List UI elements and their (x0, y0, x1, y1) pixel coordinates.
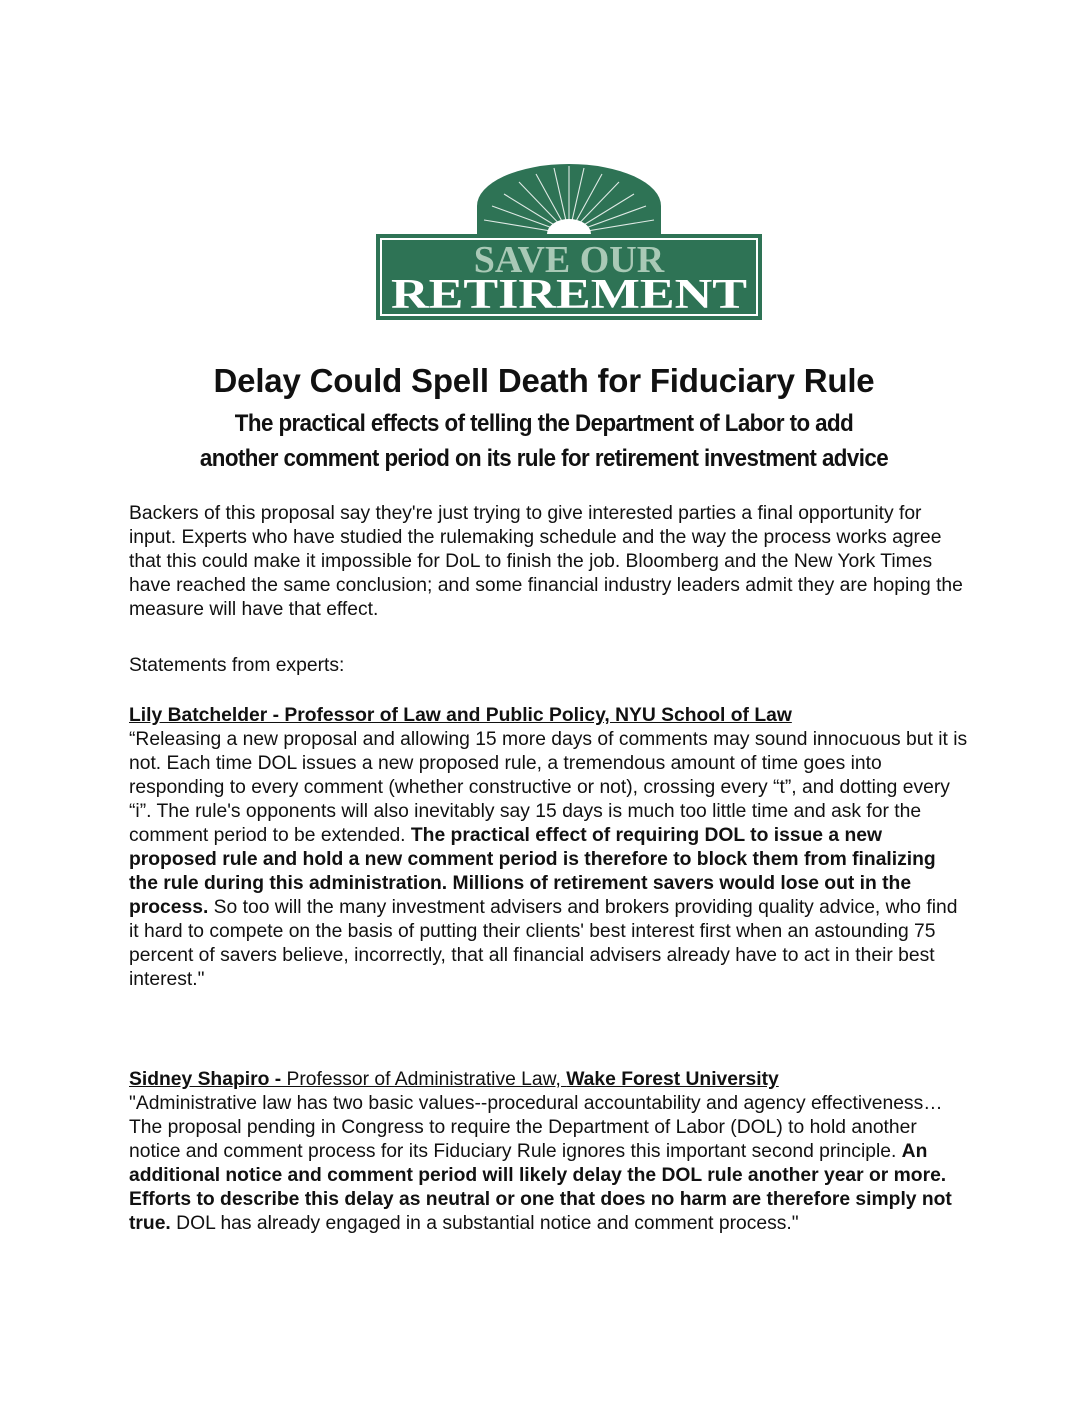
expert-section-batchelder (129, 704, 969, 992)
quote-text: "Administrative law has two basic values--procedural accountability and agency effectiveness… The proposal pending in Congress to require the Department of Labor (DOL) to hold another notice and comment process for its Fiduciary Rule ignores this important second principle. (129, 1093, 943, 1162)
intro-paragraph: Backers of this proposal say they're just trying to give interested parties a final opportunity for input. Experts who have studied the rulemaking schedule and the way the process works agree that this could make it impossible for DoL to finish the job. Bloomberg and the New York Times have reached the same conclusion; and some financial industry leaders admit they are hoping the measure will have that effect. (129, 503, 963, 620)
quote-text: “Releasing a new proposal and allowing 15 more days of comments may sound innocuous but it is not. Each time DOL issues a new proposed rule, a tremendous amount of time goes into responding to every comment (whether constructive or not), crossing every “t”, and dotting every “i”. The rule's opponents will also inevitably say 15 days is much too little time and ask for the comment period to be extended. (129, 729, 968, 846)
page-title: Delay Could Spell Death for Fiduciary Rule (213, 362, 875, 399)
expert-affiliation: Wake Forest University (566, 1069, 779, 1090)
expert-title: Professor of Administrative Law, (286, 1069, 567, 1090)
logo-line2: RETIREMENT (391, 272, 747, 318)
expert-quote (129, 728, 969, 992)
quote-emphasis: The practical effect of requiring DOL to issue a new proposed rule and hold a new comment period is therefore to block them from finalizing the rule during this administration. Millions of retirement savers would lose out in the process. (129, 825, 936, 918)
statements-label: Statements from experts: (129, 655, 345, 676)
save-our-retirement-logo (374, 162, 764, 322)
quote-emphasis: An additional notice and comment period will likely delay the DOL rule another year or more. Efforts to describe this delay as neutral or one that does no harm are therefore simply not true. (129, 1141, 952, 1234)
page-subtitle-line2: another comment period on its rule for retirement investment advice (199, 445, 889, 472)
expert-quote (129, 1092, 969, 1236)
expert-section-shapiro (129, 1068, 969, 1236)
quote-text-continued: DOL has already engaged in a substantial notice and comment process." (170, 1213, 799, 1234)
logo-line1: SAVE OUR (473, 239, 665, 281)
expert-heading: Lily Batchelder - Professor of Law and Public Policy, NYU School of Law (129, 705, 792, 726)
logo-sunrise-arch (477, 164, 661, 234)
quote-text-continued: So too will the many investment advisers and brokers providing quality advice, who find it hard to compete on the basis of putting their clients' best interest first when an astounding 75 percent of savers believe, incorrectly, that all financial advisers already have to act in their best interest." (129, 897, 958, 990)
expert-heading (129, 1068, 969, 1092)
expert-name: Sidney Shapiro - (129, 1069, 287, 1090)
page-subtitle-line1: The practical effects of telling the Department of Labor to add (234, 410, 854, 437)
